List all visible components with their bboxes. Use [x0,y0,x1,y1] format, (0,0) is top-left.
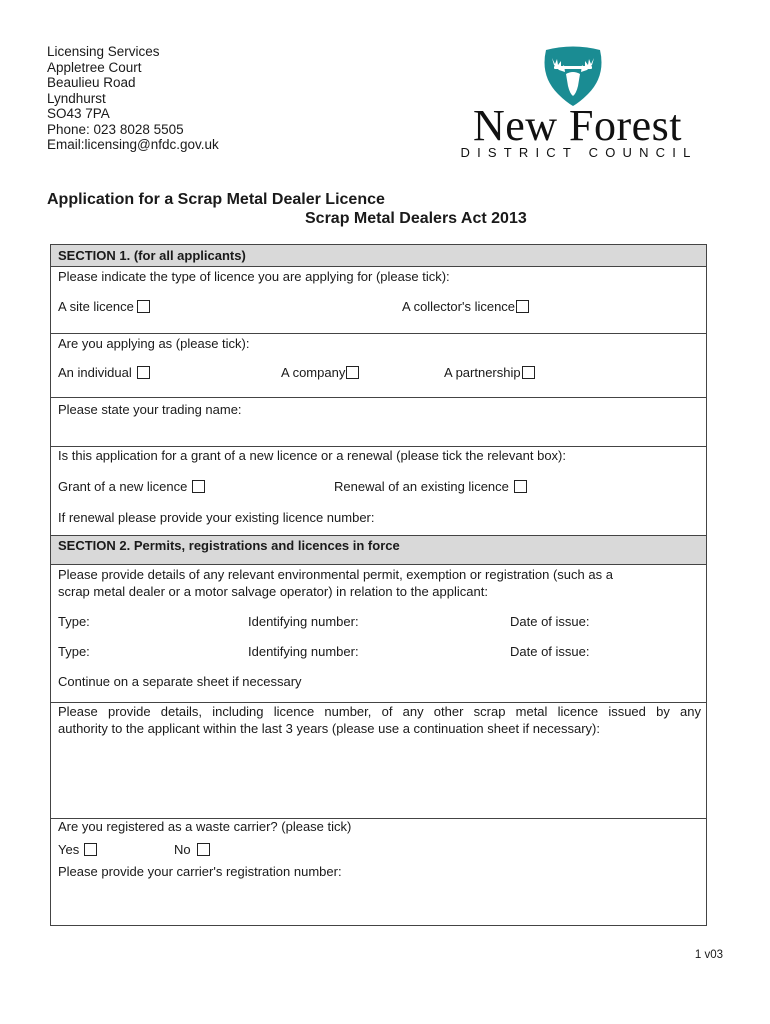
company-checkbox[interactable] [346,366,359,379]
renewal-option [334,479,527,495]
individual-checkbox[interactable] [137,366,150,379]
section1-header: SECTION 1. (for all applicants) [51,245,706,267]
other-licence-line: Please provide details, including licence number, of any other scrap metal licence issued by any [58,704,701,719]
stag-head-emblem-icon [540,46,606,106]
form-title: Application for a Scrap Metal Dealer Licence [47,191,385,208]
permit-prompt [58,567,613,600]
no-label: No [174,842,191,857]
continue-note: Continue on a separate sheet if necessary [58,674,302,689]
licence-type-prompt: Please indicate the type of licence you are applying for (please tick): [58,269,450,284]
other-licence-prompt[interactable] [58,704,701,737]
type-label[interactable]: Type: [58,644,90,659]
grant-new-option [58,479,205,495]
partnership-checkbox[interactable] [522,366,535,379]
site-licence-checkbox[interactable] [137,300,150,313]
partnership-label: A partnership [444,365,521,380]
identifying-number-label[interactable]: Identifying number: [248,614,359,629]
address-line: Licensing Services [47,44,160,59]
partnership-option [444,365,535,381]
site-licence-label: A site licence [58,299,134,314]
logo-subtitle: DISTRICT COUNCIL [460,145,698,160]
email-line: Email:licensing@nfdc.gov.uk [47,137,219,152]
address-line: SO43 7PA [47,106,110,121]
renewal-number-prompt[interactable]: If renewal please provide your existing licence number: [58,510,375,525]
divider [51,397,706,398]
yes-checkbox[interactable] [84,843,97,856]
address-line: Appletree Court [47,59,142,75]
identifying-number-label[interactable]: Identifying number: [248,644,359,659]
section2-header: SECTION 2. Permits, registrations and licences in force [51,535,706,565]
council-address [47,44,219,153]
other-licence-line: authority to the applicant within the last 3 years (please use a continuation sheet if necessary): [58,720,600,736]
divider [51,446,706,447]
grant-renewal-prompt: Is this application for a grant of a new licence or a renewal (please tick the relevant box): [58,448,566,463]
trading-name-prompt[interactable]: Please state your trading name: [58,402,242,417]
logo-wordmark: New Forest [472,101,683,150]
council-logo [440,46,715,164]
individual-label: An individual [58,365,132,380]
applying-as-prompt: Are you applying as (please tick): [58,336,250,351]
collector-licence-option [402,299,529,315]
type-label[interactable]: Type: [58,614,90,629]
application-form [50,244,707,926]
renewal-checkbox[interactable] [514,480,527,493]
individual-option [58,365,150,381]
collector-licence-checkbox[interactable] [516,300,529,313]
phone-line: Phone: 023 8028 5505 [47,121,184,137]
permit-prompt-line: Please provide details of any relevant environmental permit, exemption or registration (such as a [58,567,613,582]
date-of-issue-label[interactable]: Date of issue: [510,614,590,629]
carrier-number-prompt[interactable]: Please provide your carrier's registration number: [58,864,342,879]
address-line: Lyndhurst [47,90,106,106]
page-footer: 1 v03 [694,949,723,961]
date-of-issue-label[interactable]: Date of issue: [510,644,590,659]
divider [51,702,706,703]
renewal-label: Renewal of an existing licence [334,479,509,494]
no-checkbox[interactable] [197,843,210,856]
permit-prompt-line: scrap metal dealer or a motor salvage operator) in relation to the applicant: [58,583,488,599]
grant-new-checkbox[interactable] [192,480,205,493]
collector-licence-label: A collector's licence [402,299,516,314]
form-subtitle: Scrap Metal Dealers Act 2013 [305,210,527,227]
address-line: Beaulieu Road [47,75,136,90]
site-licence-option [58,299,150,315]
yes-label: Yes [58,842,80,857]
waste-carrier-yes-option [58,842,97,858]
company-label: A company [281,365,346,380]
grant-new-label: Grant of a new licence [58,479,188,494]
company-option [281,365,359,381]
divider [51,333,706,334]
waste-carrier-prompt: Are you registered as a waste carrier? (please tick) [58,819,352,834]
waste-carrier-no-option [174,842,210,858]
